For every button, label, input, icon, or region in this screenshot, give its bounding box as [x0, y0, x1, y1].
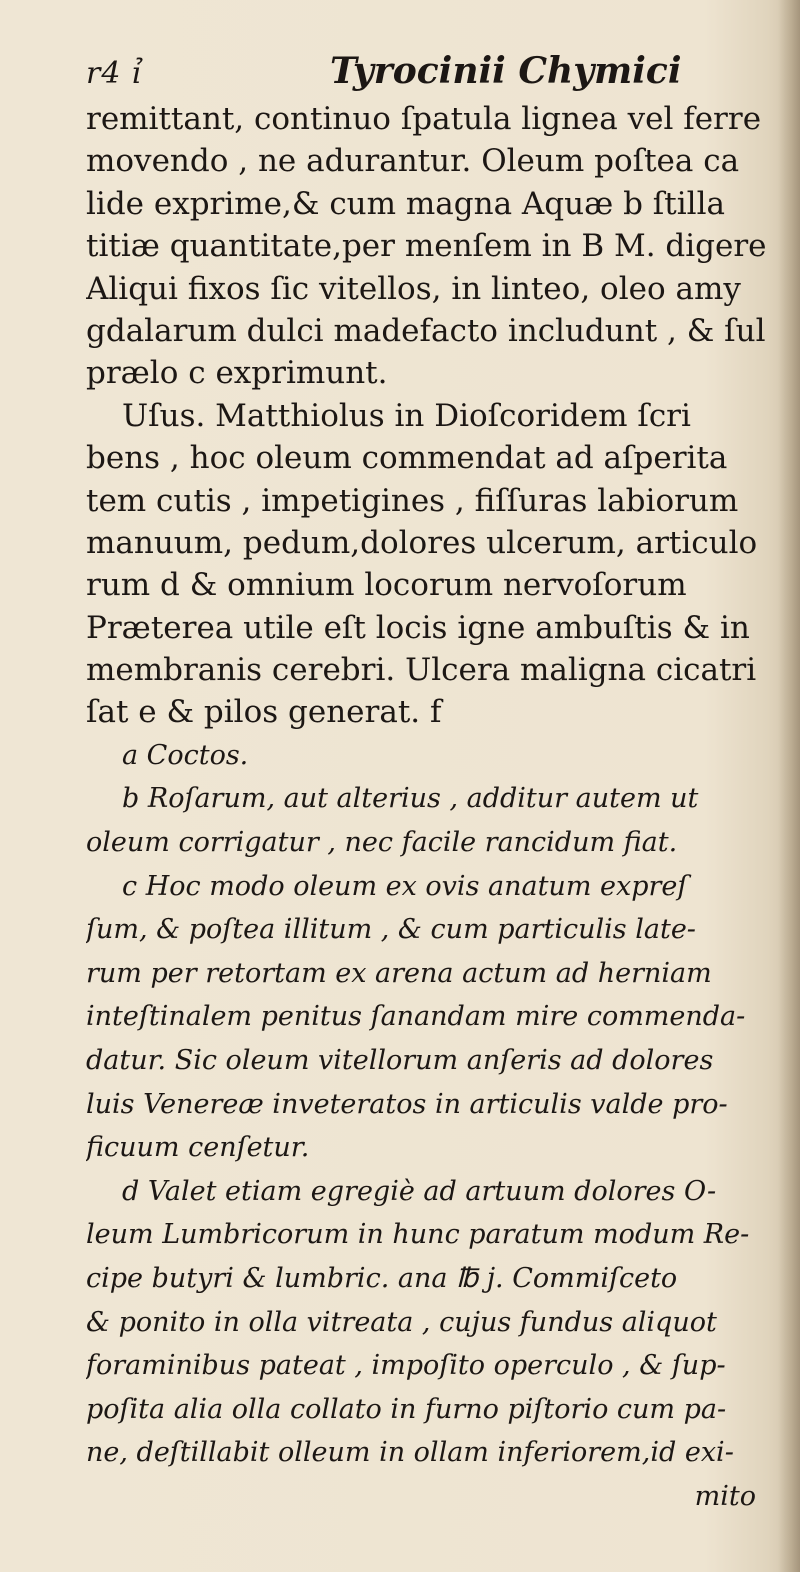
text-line: Aliqui fixos ſic vitellos, in linteo, oleo amy [86, 270, 741, 307]
text-line: membranis cerebri. Ulcera maligna cicatri [86, 652, 757, 689]
footnote-line: c Hoc modo oleum ex ovis anatum expreſ [122, 870, 688, 902]
footnote-line: b Roſarum, aut alterius , additur autem ut [122, 783, 699, 815]
footnote-line: ficuum cenſetur. [86, 1132, 310, 1164]
text-line: Præterea utile eſt locis igne ambuſtis & in [86, 609, 750, 646]
footnote-line: foraminibus pateat , impoſito operculo , & ſup- [86, 1350, 726, 1382]
footnote-line: & ponito in olla vitreata , cujus fundus aliquot [86, 1306, 717, 1338]
footnote-line: oleum corrigatur , nec facile rancidum fiat. [86, 827, 678, 859]
main-text [86, 98, 776, 1519]
footnote-line: poſita alia olla collato in furno piſtorio cum pa- [86, 1393, 727, 1425]
text-line: prælo c exprimunt. [86, 355, 388, 392]
text-line: tem cutis , impetigines , fiſſuras labiorum [86, 482, 739, 519]
footnote-line: luis Venereæ inveteratos in articulis valde pro- [86, 1088, 728, 1120]
footnote-line: ſum, & poſtea illitum , & cum particulis late- [86, 914, 696, 946]
footnote-line: rum per retortam ex arena actum ad herniam [86, 957, 712, 989]
text-line: lide exprime,& cum magna Aquæ b ſtilla [86, 185, 725, 222]
page-header [86, 50, 726, 96]
footnote-line: a Coctos. [122, 739, 249, 771]
text-line: ſat e & pilos generat. f [86, 694, 442, 731]
text-line: Uſus. Matthiolus in Dioſcoridem ſcri [122, 397, 691, 434]
footnote-line: leum Lumbricorum in hunc paratum modum Re- [86, 1219, 750, 1251]
catchword: mito [694, 1480, 756, 1512]
text-line: titiæ quantitate,per menſem in B M. digere [86, 228, 767, 265]
footnote-line: d Valet etiam egregiè ad artuum dolores O- [122, 1175, 717, 1207]
page-number: r4 ỉ [86, 56, 143, 91]
footnote-line: cipe butyri & lumbric. ana ℔ j. Commiſceto [86, 1262, 678, 1294]
text-line: manuum, pedum,dolores ulcerum, articulo [86, 524, 758, 561]
text-line: bens , hoc oleum commendat ad aſperita [86, 440, 728, 477]
text-line: rum d & omnium locorum nervoſorum [86, 567, 687, 604]
footnote-line: datur. Sic oleum vitellorum anſeris ad dolores [86, 1045, 714, 1077]
page-edge-shadow [778, 0, 800, 1572]
text-line: gdalarum dulci madefacto includunt , & ſul [86, 312, 766, 349]
running-title: Tyrocinii Chymici [330, 50, 682, 92]
text-line: movendo , ne adurantur. Oleum poſtea ca [86, 143, 740, 180]
footnote-line: inteſtinalem penitus ſanandam mire commenda- [86, 1001, 746, 1033]
footnote-line: ne, deſtillabit olleum in ollam inferiorem,id exi- [86, 1437, 734, 1469]
text-line: remittant, continuo ſpatula lignea vel ferre [86, 101, 762, 137]
